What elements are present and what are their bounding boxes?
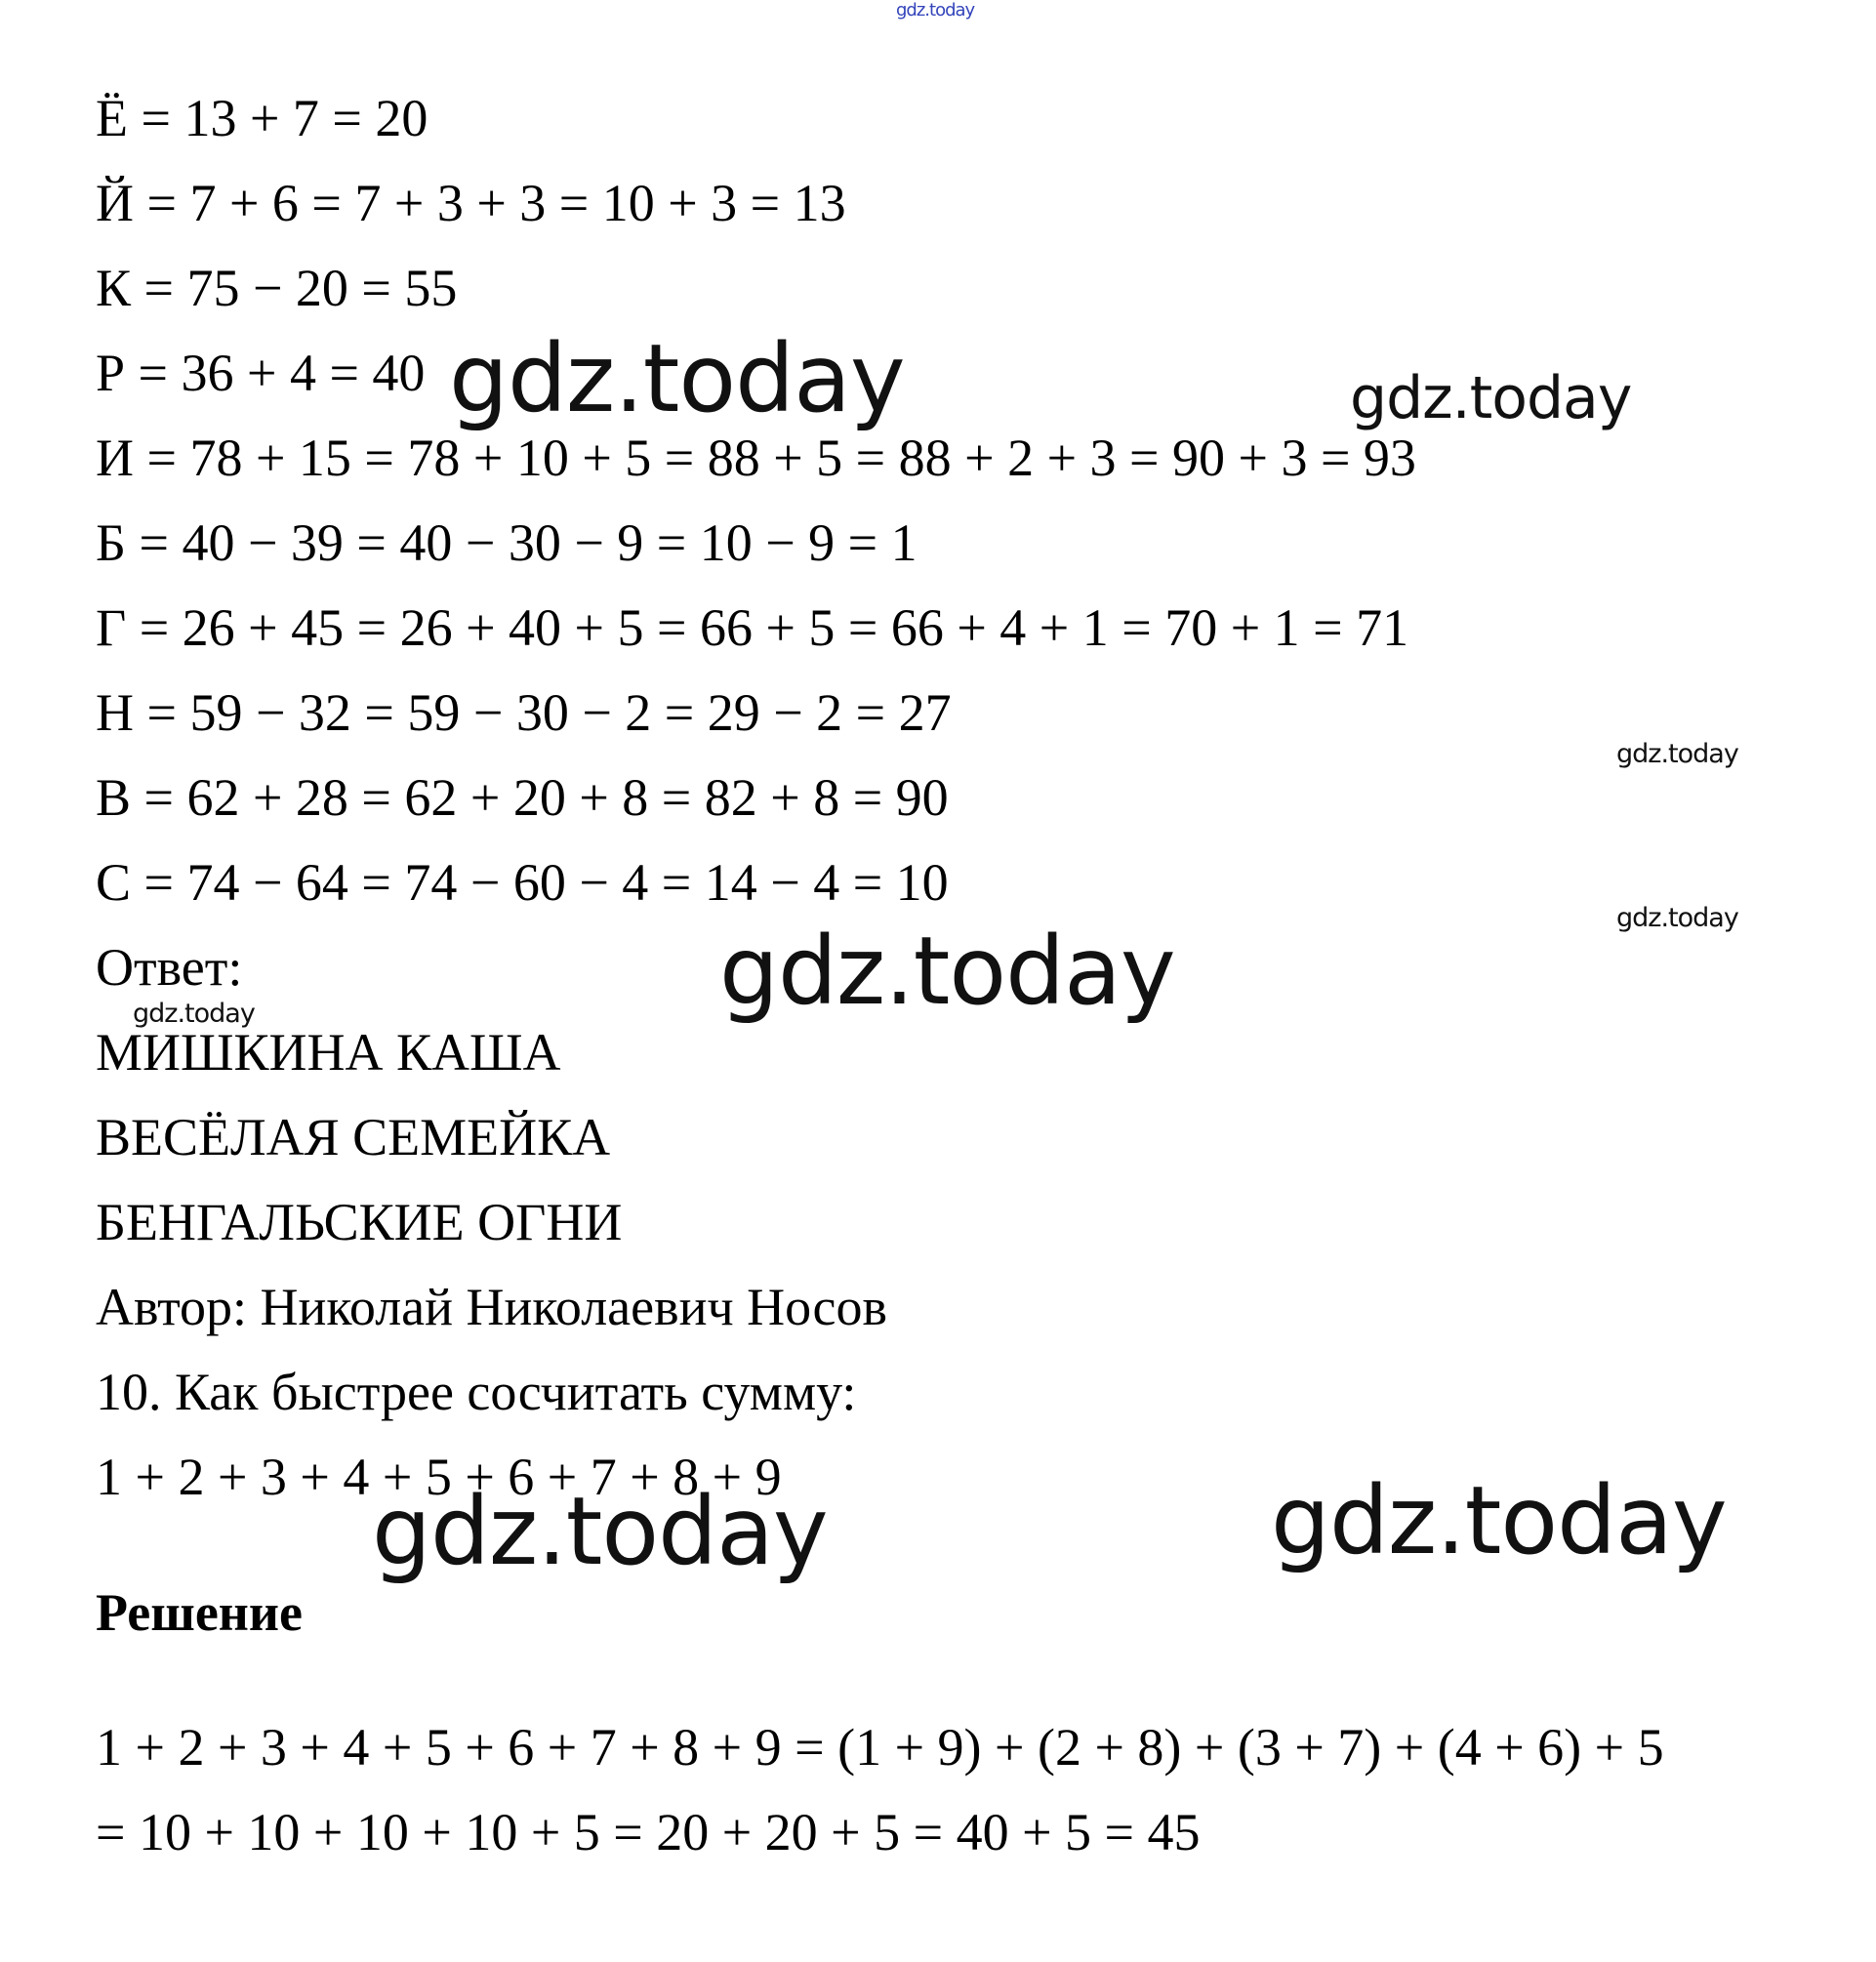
equation-line: Н = 59 − 32 = 59 − 30 − 2 = 29 − 2 = 27 <box>96 683 952 742</box>
task-expression: 1 + 2 + 3 + 4 + 5 + 6 + 7 + 8 + 9 <box>96 1448 782 1506</box>
answer-title: БЕНГАЛЬСКИЕ ОГНИ <box>96 1193 623 1251</box>
solution-line: 1 + 2 + 3 + 4 + 5 + 6 + 7 + 8 + 9 = (1 + 9) + (2 + 8) + (3 + 7) + (4 + 6) + 5 <box>96 1718 1664 1777</box>
equation-line: К = 75 − 20 = 55 <box>96 259 458 317</box>
solution-line: = 10 + 10 + 10 + 10 + 5 = 20 + 20 + 5 = 40 + 5 = 45 <box>96 1803 1201 1861</box>
answer-title: ВЕСЁЛАЯ СЕМЕЙКА <box>96 1108 611 1166</box>
equation-line: И = 78 + 15 = 78 + 10 + 5 = 88 + 5 = 88 + 2 + 3 = 90 + 3 = 93 <box>96 429 1416 487</box>
equation-line: Й = 7 + 6 = 7 + 3 + 3 = 10 + 3 = 13 <box>96 174 846 232</box>
answer-author: Автор: Николай Николаевич Носов <box>96 1278 887 1336</box>
equation-line: В = 62 + 28 = 62 + 20 + 8 = 82 + 8 = 90 <box>96 768 949 827</box>
equation-line: С = 74 − 64 = 74 − 60 − 4 = 14 − 4 = 10 <box>96 853 949 912</box>
equation-line: Ё = 13 + 7 = 20 <box>96 89 428 147</box>
task-title: 10. Как быстрее сосчитать сумму: <box>96 1363 857 1421</box>
solution-heading: Решение <box>96 1583 303 1642</box>
answer-label: Ответ: <box>96 938 243 997</box>
watermark: gdz.today <box>372 1477 828 1586</box>
equation-line: Р = 36 + 4 = 40 <box>96 344 426 402</box>
watermark: gdz.today <box>1350 364 1632 432</box>
watermark: gdz.today <box>719 917 1175 1026</box>
watermark: gdz.today <box>1271 1466 1727 1575</box>
watermark-top: gdz.today <box>896 0 975 20</box>
watermark: gdz.today <box>449 324 905 433</box>
watermark: gdz.today <box>133 999 255 1029</box>
equation-line: Г = 26 + 45 = 26 + 40 + 5 = 66 + 5 = 66 + 4 + 1 = 70 + 1 = 71 <box>96 598 1409 657</box>
watermark: gdz.today <box>1616 739 1738 769</box>
answer-title: МИШКИНА КАША <box>96 1023 561 1082</box>
watermark: gdz.today <box>1616 903 1738 933</box>
equation-line: Б = 40 − 39 = 40 − 30 − 9 = 10 − 9 = 1 <box>96 513 918 572</box>
